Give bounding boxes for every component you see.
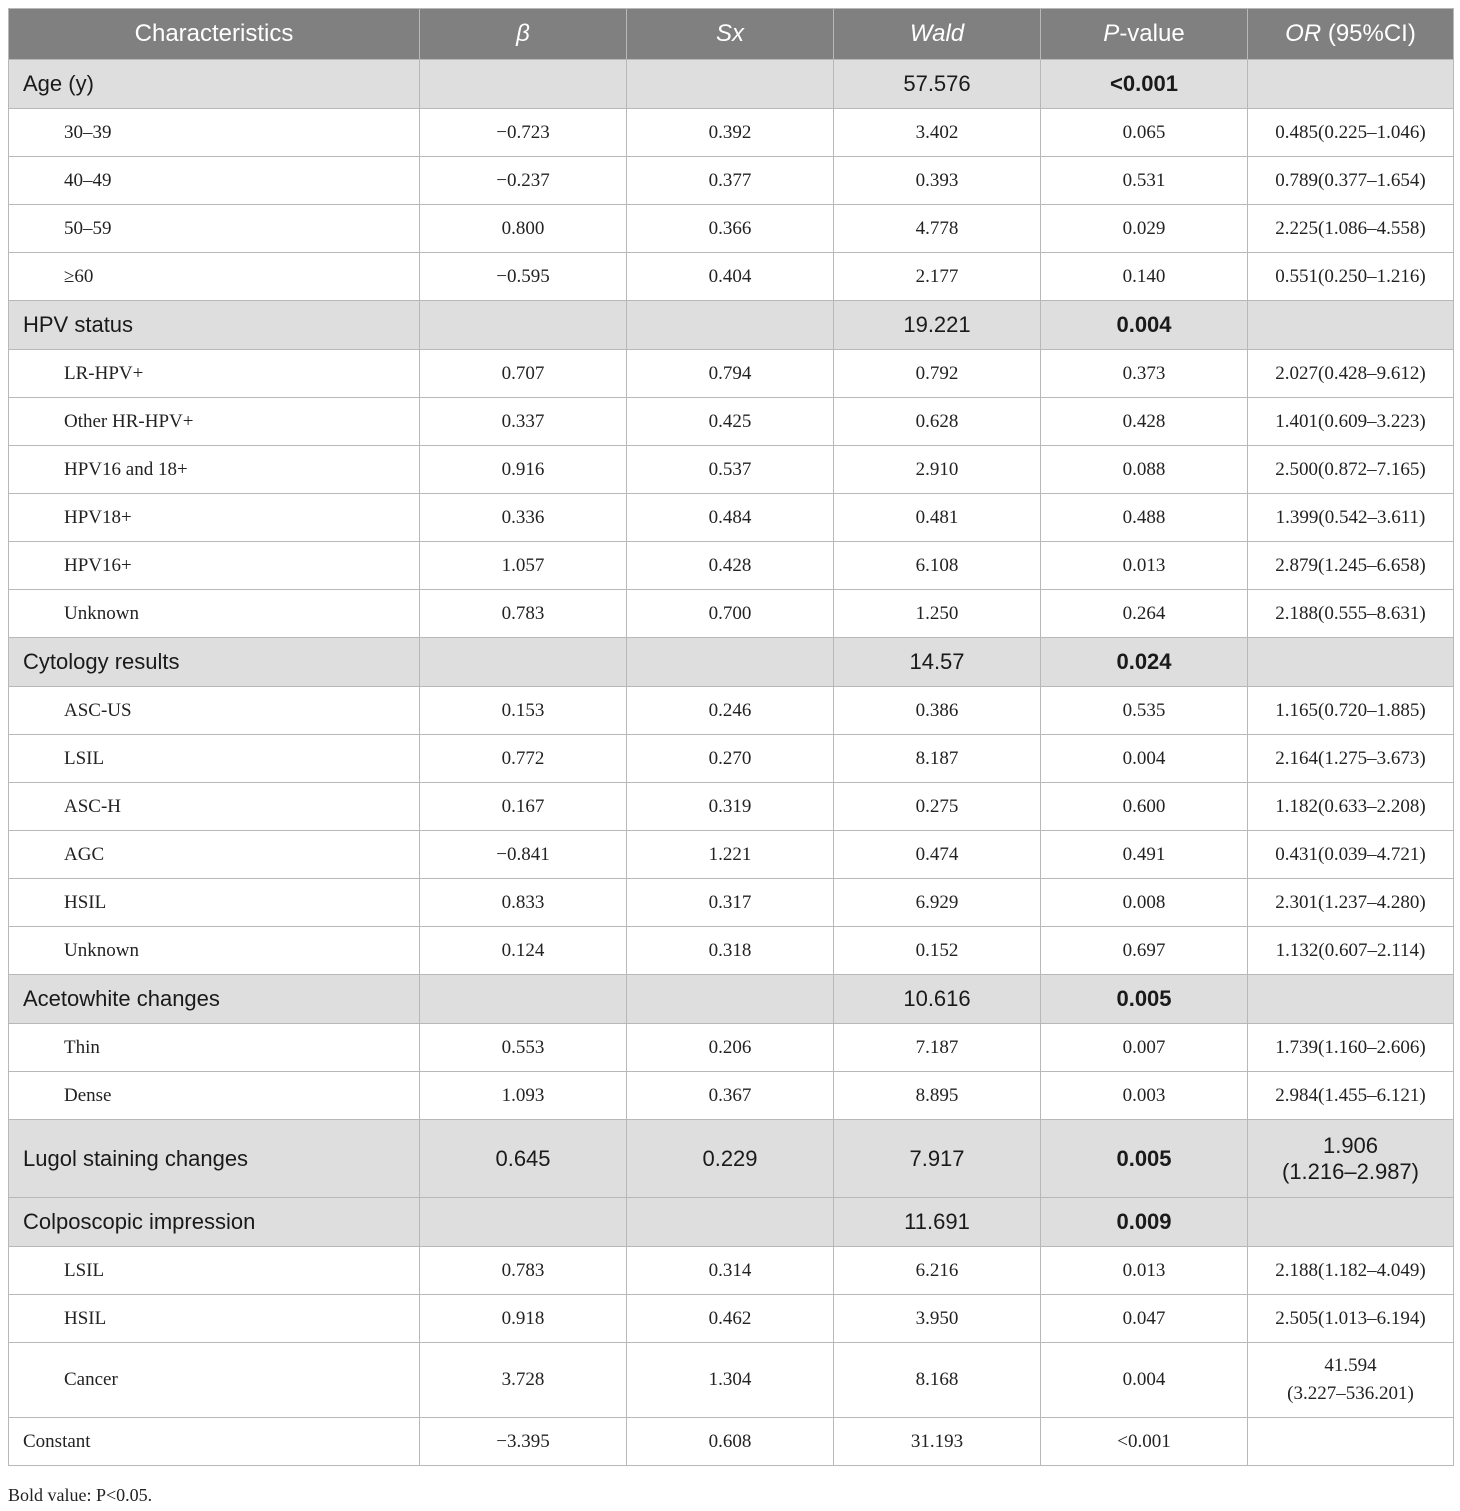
category-label: Acetowhite changes <box>9 975 420 1024</box>
header-characteristics: Characteristics <box>9 9 420 60</box>
table-row <box>9 1343 1454 1418</box>
p-value-cell: 0.535 <box>1041 687 1248 735</box>
beta-cell: −0.237 <box>420 157 627 205</box>
p-value-cell: 0.531 <box>1041 157 1248 205</box>
p-value-cell: 0.088 <box>1041 446 1248 494</box>
sx-cell: 0.608 <box>627 1418 834 1466</box>
wald-cell: 3.950 <box>834 1295 1041 1343</box>
or-cell <box>1248 1418 1454 1466</box>
p-value-cell: 0.005 <box>1041 975 1248 1024</box>
beta-cell: 0.336 <box>420 494 627 542</box>
header-beta-symbol: β <box>516 20 530 47</box>
beta-cell: 0.916 <box>420 446 627 494</box>
wald-cell: 0.393 <box>834 157 1041 205</box>
table-row <box>9 590 1454 638</box>
row-label: LSIL <box>9 735 420 783</box>
p-value-cell: 0.491 <box>1041 831 1248 879</box>
or-cell: 1.165(0.720–1.885) <box>1248 687 1454 735</box>
category-row-hpv-status <box>9 301 1454 350</box>
row-label: Cancer <box>9 1343 420 1418</box>
row-label: Unknown <box>9 927 420 975</box>
beta-cell: 0.707 <box>420 350 627 398</box>
p-value-cell: 0.029 <box>1041 205 1248 253</box>
sx-cell: 0.319 <box>627 783 834 831</box>
row-label: 50–59 <box>9 205 420 253</box>
wald-cell: 2.910 <box>834 446 1041 494</box>
table-row <box>9 446 1454 494</box>
beta-cell: 0.800 <box>420 205 627 253</box>
wald-cell: 7.187 <box>834 1024 1041 1072</box>
sx-cell: 0.366 <box>627 205 834 253</box>
row-label: HSIL <box>9 1295 420 1343</box>
or-cell: 1.182(0.633–2.208) <box>1248 783 1454 831</box>
table-row <box>9 1024 1454 1072</box>
row-label: Constant <box>9 1418 420 1466</box>
sx-cell: 0.700 <box>627 590 834 638</box>
or-cell: 2.225(1.086–4.558) <box>1248 205 1454 253</box>
or-cell: 1.401(0.609–3.223) <box>1248 398 1454 446</box>
category-row-age <box>9 60 1454 109</box>
row-label: AGC <box>9 831 420 879</box>
sx-cell: 0.428 <box>627 542 834 590</box>
wald-cell: 4.778 <box>834 205 1041 253</box>
table-row <box>9 687 1454 735</box>
header-sx-label: Sx <box>715 20 744 47</box>
sx-cell <box>627 638 834 687</box>
wald-cell: 3.402 <box>834 109 1041 157</box>
row-label: HPV16+ <box>9 542 420 590</box>
wald-cell: 0.275 <box>834 783 1041 831</box>
wald-cell: 0.474 <box>834 831 1041 879</box>
header-ci-suffix: (95%CI) <box>1321 20 1416 47</box>
beta-cell <box>420 638 627 687</box>
or-cell <box>1248 1120 1454 1198</box>
table-row <box>9 1247 1454 1295</box>
category-label: Cytology results <box>9 638 420 687</box>
beta-cell: 0.783 <box>420 1247 627 1295</box>
or-cell <box>1248 975 1454 1024</box>
p-value-cell: 0.007 <box>1041 1024 1248 1072</box>
sx-cell: 0.318 <box>627 927 834 975</box>
table-row <box>9 109 1454 157</box>
or-cell: 2.027(0.428–9.612) <box>1248 350 1454 398</box>
header-wald <box>834 9 1041 60</box>
or-cell: 2.301(1.237–4.280) <box>1248 879 1454 927</box>
row-label: ASC-US <box>9 687 420 735</box>
wald-cell: 6.216 <box>834 1247 1041 1295</box>
p-value-cell: 0.003 <box>1041 1072 1248 1120</box>
beta-cell <box>420 975 627 1024</box>
table-row <box>9 735 1454 783</box>
or-cell: 2.500(0.872–7.165) <box>1248 446 1454 494</box>
p-value-cell: <0.001 <box>1041 1418 1248 1466</box>
beta-cell <box>420 1198 627 1247</box>
header-row <box>9 9 1454 60</box>
sx-cell <box>627 301 834 350</box>
or-ci: (3.227–536.201) <box>1287 1383 1414 1404</box>
category-label: Lugol staining changes <box>9 1120 420 1198</box>
wald-cell: 57.576 <box>834 60 1041 109</box>
or-value: 1.906 <box>1322 1132 1379 1158</box>
category-row-cytology <box>9 638 1454 687</box>
p-value-cell: 0.264 <box>1041 590 1248 638</box>
wald-cell: 2.177 <box>834 253 1041 301</box>
row-label: LSIL <box>9 1247 420 1295</box>
beta-cell: 0.337 <box>420 398 627 446</box>
wald-cell: 1.250 <box>834 590 1041 638</box>
p-value-cell: 0.488 <box>1041 494 1248 542</box>
sx-cell: 0.794 <box>627 350 834 398</box>
p-value-cell: 0.004 <box>1041 301 1248 350</box>
p-value-cell: 0.009 <box>1041 1198 1248 1247</box>
table-row <box>9 398 1454 446</box>
regression-table <box>8 8 1454 1466</box>
header-or-ci <box>1248 9 1454 60</box>
sx-cell <box>627 60 834 109</box>
beta-cell: 0.153 <box>420 687 627 735</box>
constant-row <box>9 1418 1454 1466</box>
row-label: HPV18+ <box>9 494 420 542</box>
sx-cell: 0.317 <box>627 879 834 927</box>
or-cell <box>1248 60 1454 109</box>
sx-cell: 0.425 <box>627 398 834 446</box>
or-cell <box>1248 638 1454 687</box>
p-value-cell: 0.428 <box>1041 398 1248 446</box>
p-value-cell: <0.001 <box>1041 60 1248 109</box>
sx-cell: 0.377 <box>627 157 834 205</box>
header-beta <box>420 9 627 60</box>
beta-cell: −0.841 <box>420 831 627 879</box>
wald-cell: 8.895 <box>834 1072 1041 1120</box>
wald-cell: 0.152 <box>834 927 1041 975</box>
or-cell: 1.132(0.607–2.114) <box>1248 927 1454 975</box>
beta-cell <box>420 60 627 109</box>
sx-cell: 0.462 <box>627 1295 834 1343</box>
table-row <box>9 542 1454 590</box>
or-cell: 2.188(1.182–4.049) <box>1248 1247 1454 1295</box>
beta-cell <box>420 301 627 350</box>
sx-cell: 0.206 <box>627 1024 834 1072</box>
or-cell: 1.739(1.160–2.606) <box>1248 1024 1454 1072</box>
p-value-cell: 0.008 <box>1041 879 1248 927</box>
sx-cell: 1.221 <box>627 831 834 879</box>
beta-cell: 0.553 <box>420 1024 627 1072</box>
table-row <box>9 783 1454 831</box>
or-cell: 0.485(0.225–1.046) <box>1248 109 1454 157</box>
p-value-cell: 0.373 <box>1041 350 1248 398</box>
or-cell <box>1248 1343 1454 1418</box>
row-label: HPV16 and 18+ <box>9 446 420 494</box>
p-value-cell: 0.004 <box>1041 1343 1248 1418</box>
or-cell: 0.431(0.039–4.721) <box>1248 831 1454 879</box>
row-label: ASC-H <box>9 783 420 831</box>
wald-cell: 14.57 <box>834 638 1041 687</box>
header-sx <box>627 9 834 60</box>
beta-cell: 1.057 <box>420 542 627 590</box>
table-row <box>9 253 1454 301</box>
wald-cell: 0.792 <box>834 350 1041 398</box>
beta-cell: 0.645 <box>420 1120 627 1198</box>
table-footnote: Bold value: P<0.05. <box>8 1485 153 1505</box>
or-cell: 0.551(0.250–1.216) <box>1248 253 1454 301</box>
sx-cell: 0.537 <box>627 446 834 494</box>
row-label: ≥60 <box>9 253 420 301</box>
wald-cell: 8.187 <box>834 735 1041 783</box>
wald-cell: 31.193 <box>834 1418 1041 1466</box>
header-or-italic: OR <box>1285 20 1322 47</box>
sx-cell: 0.392 <box>627 109 834 157</box>
sx-cell: 0.484 <box>627 494 834 542</box>
beta-cell: −0.595 <box>420 253 627 301</box>
header-p-value <box>1041 9 1248 60</box>
sx-cell <box>627 1198 834 1247</box>
header-p-suffix: -value <box>1119 20 1185 47</box>
sx-cell: 1.304 <box>627 1343 834 1418</box>
beta-cell: 0.918 <box>420 1295 627 1343</box>
p-value-cell: 0.005 <box>1041 1120 1248 1198</box>
table-row <box>9 157 1454 205</box>
or-cell: 0.789(0.377–1.654) <box>1248 157 1454 205</box>
p-value-cell: 0.047 <box>1041 1295 1248 1343</box>
table-row <box>9 831 1454 879</box>
or-cell: 2.505(1.013–6.194) <box>1248 1295 1454 1343</box>
category-label: Age (y) <box>9 60 420 109</box>
row-label: Thin <box>9 1024 420 1072</box>
wald-cell: 0.628 <box>834 398 1041 446</box>
or-cell: 2.188(0.555–8.631) <box>1248 590 1454 638</box>
sx-cell: 0.229 <box>627 1120 834 1198</box>
wald-cell: 6.108 <box>834 542 1041 590</box>
or-cell <box>1248 1198 1454 1247</box>
p-value-cell: 0.013 <box>1041 1247 1248 1295</box>
wald-cell: 19.221 <box>834 301 1041 350</box>
beta-cell: 0.772 <box>420 735 627 783</box>
or-cell <box>1248 301 1454 350</box>
beta-cell: −0.723 <box>420 109 627 157</box>
wald-cell: 7.917 <box>834 1120 1041 1198</box>
sx-cell: 0.270 <box>627 735 834 783</box>
beta-cell: 3.728 <box>420 1343 627 1418</box>
beta-cell: −3.395 <box>420 1418 627 1466</box>
p-value-cell: 0.140 <box>1041 253 1248 301</box>
p-value-cell: 0.004 <box>1041 735 1248 783</box>
sx-cell: 0.367 <box>627 1072 834 1120</box>
category-label: Colposcopic impression <box>9 1198 420 1247</box>
p-value-cell: 0.697 <box>1041 927 1248 975</box>
row-label: Other HR-HPV+ <box>9 398 420 446</box>
wald-cell: 8.168 <box>834 1343 1041 1418</box>
table-row <box>9 879 1454 927</box>
wald-cell: 10.616 <box>834 975 1041 1024</box>
category-row-lugol <box>9 1120 1454 1198</box>
beta-cell: 0.783 <box>420 590 627 638</box>
table-row <box>9 1295 1454 1343</box>
beta-cell: 1.093 <box>420 1072 627 1120</box>
beta-cell: 0.833 <box>420 879 627 927</box>
or-cell: 1.399(0.542–3.611) <box>1248 494 1454 542</box>
table-row <box>9 494 1454 542</box>
header-p-italic: P <box>1103 20 1120 47</box>
category-label: HPV status <box>9 301 420 350</box>
p-value-cell: 0.013 <box>1041 542 1248 590</box>
or-cell: 2.984(1.455–6.121) <box>1248 1072 1454 1120</box>
or-cell: 2.164(1.275–3.673) <box>1248 735 1454 783</box>
sx-cell: 0.314 <box>627 1247 834 1295</box>
p-value-cell: 0.024 <box>1041 638 1248 687</box>
sx-cell: 0.404 <box>627 253 834 301</box>
header-wald-label: Wald <box>909 20 965 47</box>
row-label: LR-HPV+ <box>9 350 420 398</box>
or-value: 41.594 <box>1324 1355 1377 1376</box>
or-cell: 2.879(1.245–6.658) <box>1248 542 1454 590</box>
beta-cell: 0.167 <box>420 783 627 831</box>
table-row <box>9 205 1454 253</box>
beta-cell: 0.124 <box>420 927 627 975</box>
row-label: Unknown <box>9 590 420 638</box>
table-row <box>9 927 1454 975</box>
category-row-colposcopic <box>9 1198 1454 1247</box>
sx-cell <box>627 975 834 1024</box>
p-value-cell: 0.600 <box>1041 783 1248 831</box>
p-value-cell: 0.065 <box>1041 109 1248 157</box>
category-row-acetowhite <box>9 975 1454 1024</box>
row-label: Dense <box>9 1072 420 1120</box>
wald-cell: 0.386 <box>834 687 1041 735</box>
table-row <box>9 350 1454 398</box>
row-label: 30–39 <box>9 109 420 157</box>
row-label: 40–49 <box>9 157 420 205</box>
row-label: HSIL <box>9 879 420 927</box>
sx-cell: 0.246 <box>627 687 834 735</box>
wald-cell: 11.691 <box>834 1198 1041 1247</box>
wald-cell: 6.929 <box>834 879 1041 927</box>
wald-cell: 0.481 <box>834 494 1041 542</box>
table-row <box>9 1072 1454 1120</box>
or-ci: (1.216–2.987) <box>1282 1158 1419 1184</box>
